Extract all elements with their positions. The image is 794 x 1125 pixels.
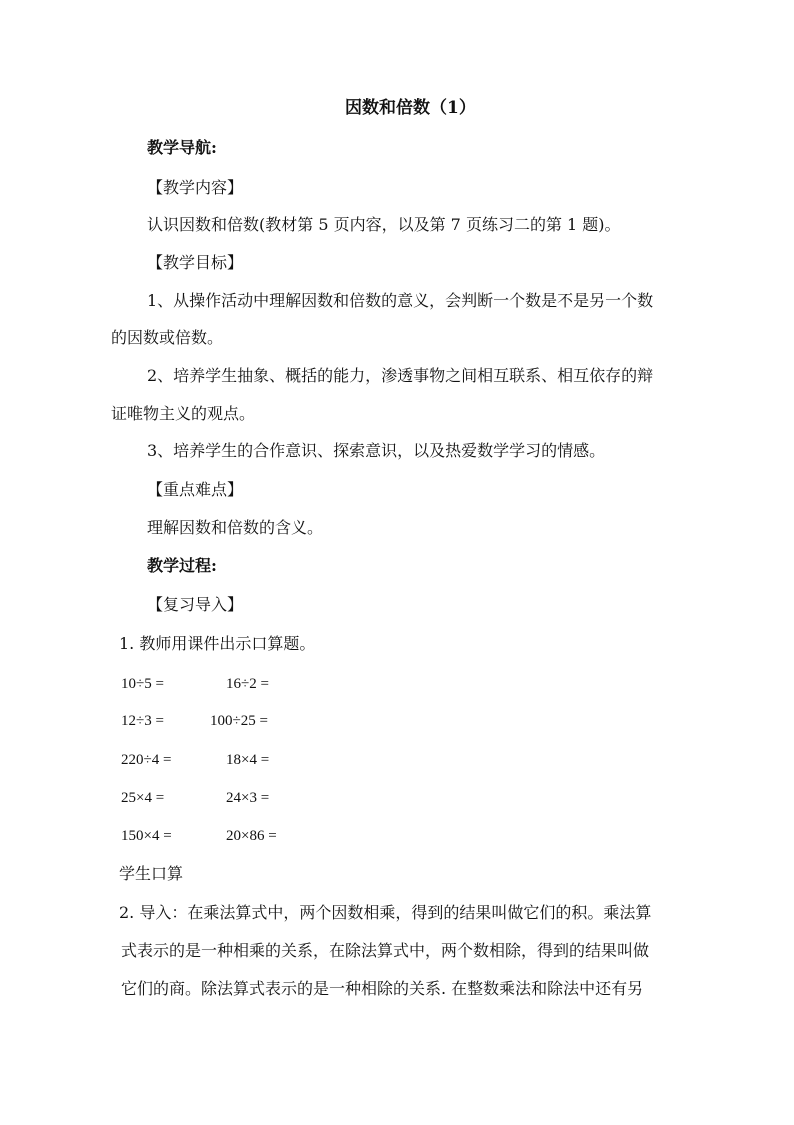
content-heading: 【教学内容】 bbox=[147, 178, 244, 197]
key-heading: 【重点难点】 bbox=[147, 480, 244, 499]
step-2-line-1: 2. 导入：在乘法算式中，两个因数相乘，得到的结果叫做它们的积。乘法算 bbox=[119, 903, 652, 922]
goal-2-line-2: 证唯物主义的观点。 bbox=[111, 404, 256, 423]
calc-2-right: 100÷25 = bbox=[210, 713, 268, 729]
nav-heading: 教学导航: bbox=[147, 138, 217, 157]
review-heading: 【复习导入】 bbox=[147, 595, 244, 614]
goal-3: 3、培养学生的合作意识、探索意识，以及热爱数学学习的情感。 bbox=[147, 441, 606, 460]
step-2-line-2: 式表示的是一种相乘的关系，在除法算式中，两个数相除，得到的结果叫做 bbox=[121, 941, 650, 960]
calc-1-right: 16÷2 = bbox=[226, 676, 269, 692]
calc-4-left: 25×4 = bbox=[121, 790, 165, 806]
calc-5-right: 20×86 = bbox=[226, 828, 277, 844]
goal-2-line-1: 2、培养学生抽象、概括的能力，渗透事物之间相互联系、相互依存的辩 bbox=[147, 366, 654, 385]
content-text: 认识因数和倍数(教材第 5 页内容，以及第 7 页练习二的第 1 题)。 bbox=[147, 215, 621, 234]
goal-1-line-1: 1、从操作活动中理解因数和倍数的意义，会判断一个数是不是另一个数 bbox=[147, 291, 654, 310]
key-text: 理解因数和倍数的含义。 bbox=[147, 518, 324, 537]
student-calc: 学生口算 bbox=[119, 864, 184, 883]
document-title: 因数和倍数（1） bbox=[345, 98, 476, 118]
step-1: 1. 教师用课件出示口算题。 bbox=[119, 634, 316, 653]
calc-1-left: 10÷5 = bbox=[121, 676, 164, 692]
calc-3-left: 220÷4 = bbox=[121, 752, 172, 768]
process-heading: 教学过程: bbox=[147, 556, 217, 575]
goals-heading: 【教学目标】 bbox=[147, 253, 244, 272]
goal-1-line-2: 的因数或倍数。 bbox=[111, 328, 224, 347]
calc-3-right: 18×4 = bbox=[226, 752, 270, 768]
calc-5-left: 150×4 = bbox=[121, 828, 172, 844]
step-2-line-3: 它们的商。除法算式表示的是一种相除的关系. 在整数乘法和除法中还有另 bbox=[121, 979, 644, 998]
calc-2-left: 12÷3 = bbox=[121, 713, 164, 729]
calc-4-right: 24×3 = bbox=[226, 790, 270, 806]
